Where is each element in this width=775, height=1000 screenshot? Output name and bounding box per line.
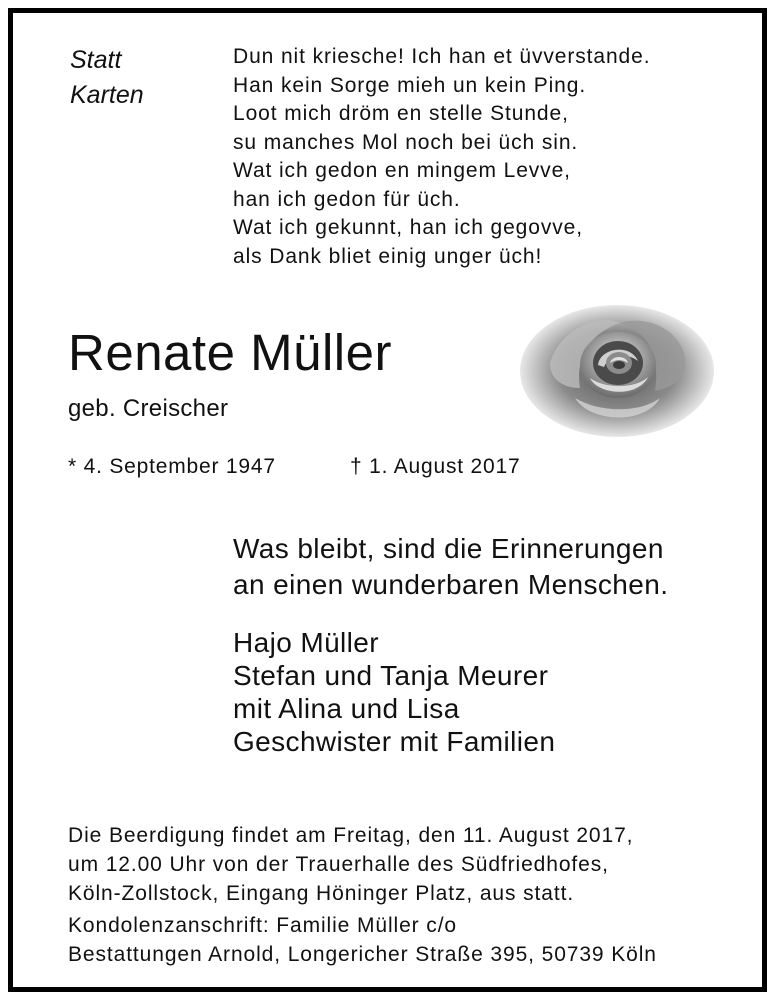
funeral-line: Die Beerdigung findet am Freitag, den 11. August 2017, <box>68 824 634 847</box>
mourner-line: mit Alina und Lisa <box>233 693 460 724</box>
quote-line: an einen wunderbaren Menschen. <box>233 569 669 600</box>
memorial-quote <box>233 531 668 603</box>
maiden-name: geb. Creischer <box>68 395 229 422</box>
quote-line: Was bleibt, sind die Erinnerungen <box>233 533 664 564</box>
poem-line: als Dank bliet einig unger üch! <box>233 244 543 268</box>
poem-line: Dun nit kriesche! Ich han et üvverstande. <box>233 45 651 68</box>
funeral-info <box>68 821 633 908</box>
death-date: † 1. August 2017 <box>350 455 521 478</box>
condolence-line: Bestattungen Arnold, Longericher Straße 395, 50739 Köln <box>68 943 657 966</box>
poem <box>233 43 650 271</box>
poem-line: Han kein Sorge mieh un kein Ping. <box>233 73 587 97</box>
poem-line: Wat ich gedon en mingem Levve, <box>233 159 571 182</box>
header-line: Karten <box>70 81 144 109</box>
mourner-line: Hajo Müller <box>233 627 379 658</box>
statt-karten-header <box>70 43 144 113</box>
funeral-line: um 12.00 Uhr von der Trauerhalle des Südfriedhofes, <box>68 853 609 876</box>
poem-line: Wat ich gekunnt, han ich gegovve, <box>233 216 583 239</box>
condolence-address <box>68 911 657 969</box>
mourner-line: Stefan und Tanja Meurer <box>233 660 549 691</box>
poem-line: han ich gedon für üch. <box>233 187 461 211</box>
birth-date: * 4. September 1947 <box>68 455 276 478</box>
funeral-line: Köln-Zollstock, Eingang Höninger Platz, aus statt. <box>68 882 575 905</box>
notice-frame <box>8 8 767 992</box>
condolence-line: Kondolenzanschrift: Familie Müller c/o <box>68 914 458 937</box>
rose-icon <box>520 303 715 438</box>
mourner-line: Geschwister mit Familien <box>233 726 556 757</box>
header-line: Statt <box>70 46 122 74</box>
poem-line: Loot mich dröm en stelle Stunde, <box>233 102 569 125</box>
deceased-name: Renate Müller <box>68 324 392 381</box>
mourners-list <box>233 626 555 758</box>
poem-line: su manches Mol noch bei üch sin. <box>233 130 579 154</box>
